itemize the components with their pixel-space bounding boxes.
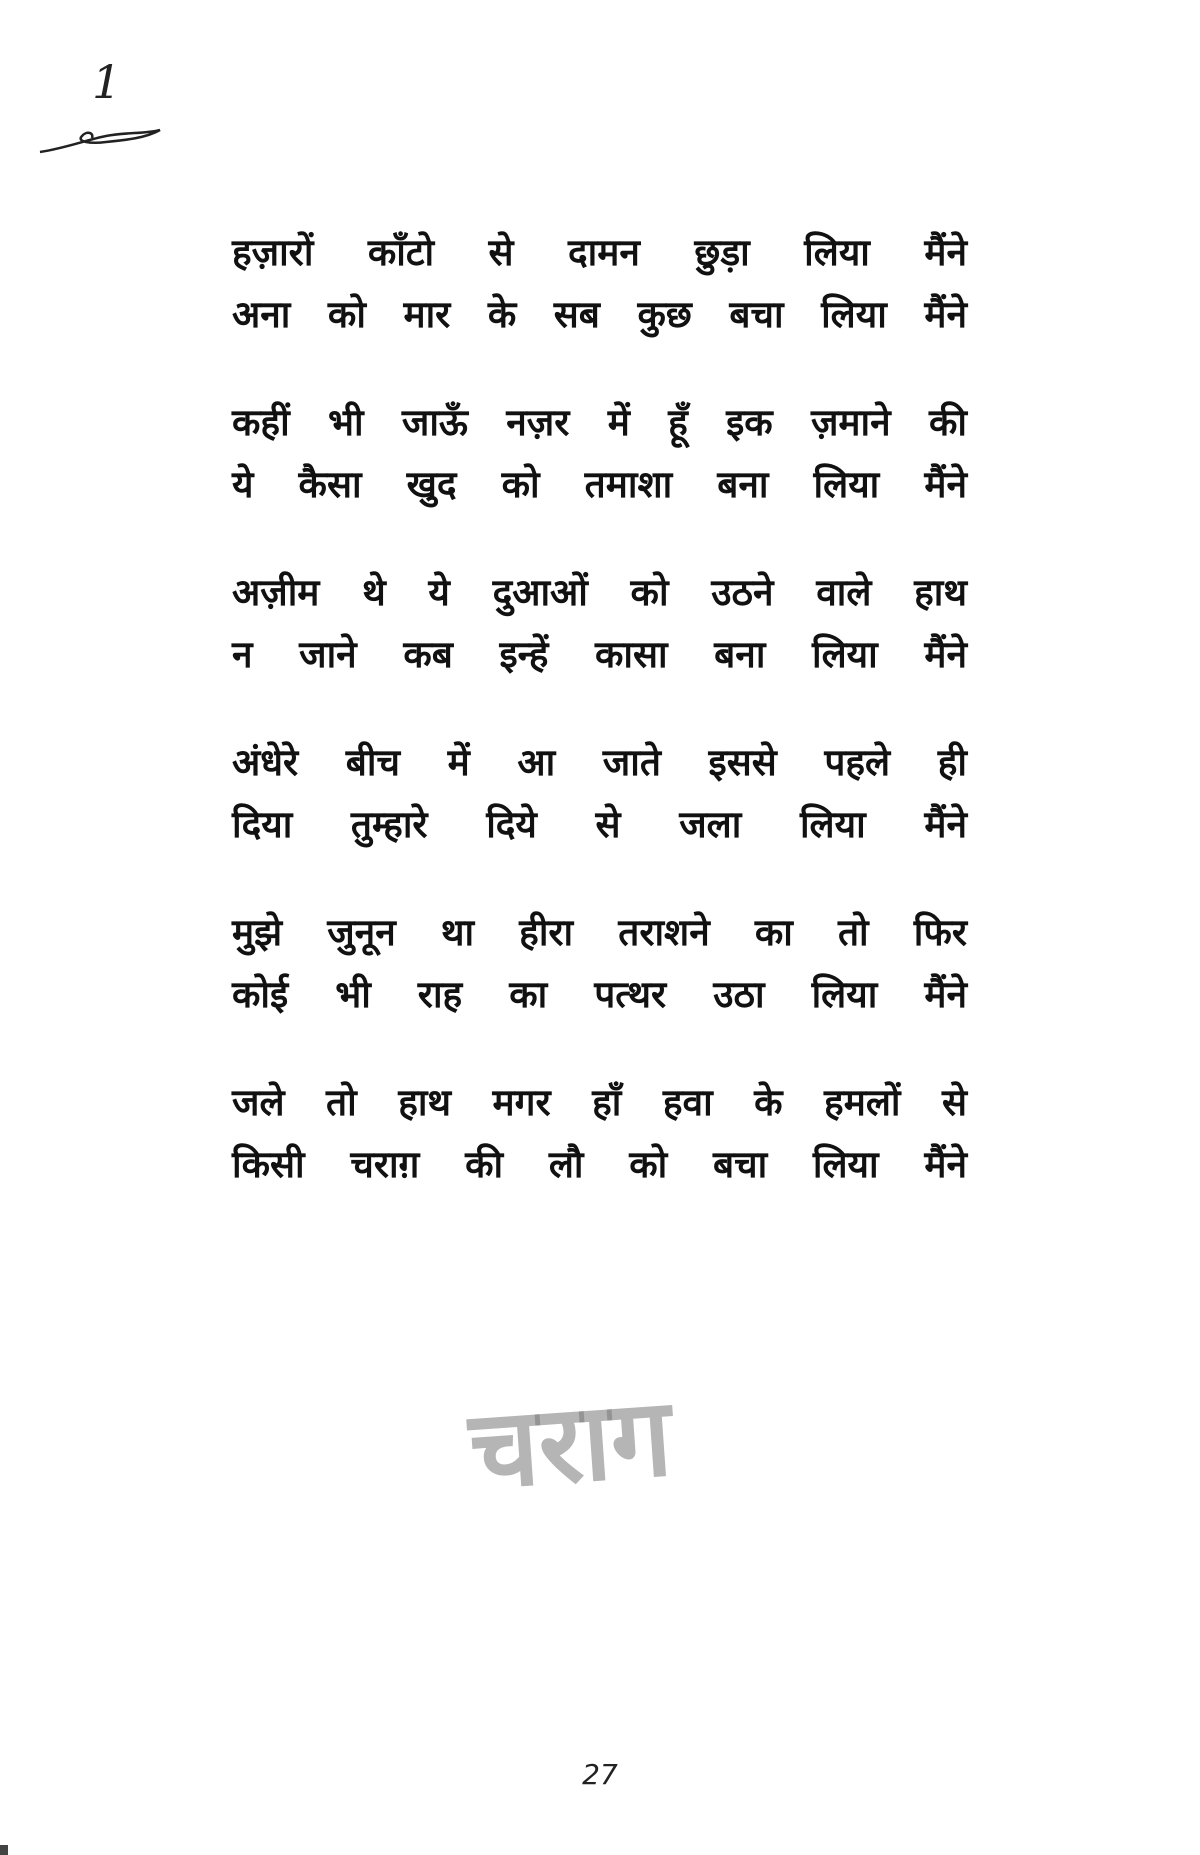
verse-line: अज़ीम थे ये दुआओं को उठने वाले हाथ	[232, 571, 967, 614]
ghazal-number: 1	[92, 55, 122, 109]
couplet-2	[232, 392, 967, 516]
couplet-3	[232, 562, 967, 686]
verse-line: कहीं भी जाऊँ नज़र में हूँ इक ज़माने की	[232, 401, 967, 444]
couplet-1	[232, 222, 967, 346]
page-edge-shadow	[0, 1845, 8, 1855]
verse-line: न जाने कब इन्हें कासा बना लिया मैंने	[232, 633, 967, 676]
verse-line: हज़ारों काँटो से दामन छुड़ा लिया मैंने	[232, 231, 967, 274]
ornament-swirl-icon	[36, 118, 166, 158]
verse-line: दिया तुम्हारे दिये से जला लिया मैंने	[232, 803, 967, 846]
verse-line: किसी चराग़ की लौ को बचा लिया मैंने	[232, 1143, 967, 1186]
verse-line: जले तो हाथ मगर हाँ हवा के हमलों से	[232, 1081, 967, 1124]
verse-line: मुझे जुनून था हीरा तराशने का तो फिर	[232, 911, 967, 954]
couplet-5	[232, 902, 967, 1026]
watermark: चराग	[465, 1375, 676, 1514]
verse-line: अना को मार के सब कुछ बचा लिया मैंने	[232, 293, 967, 336]
poem	[232, 222, 967, 1242]
verse-line: ये कैसा खुद को तमाशा बना लिया मैंने	[232, 463, 967, 506]
couplet-6	[232, 1072, 967, 1196]
page-number: 27	[582, 1758, 618, 1791]
couplet-4	[232, 732, 967, 856]
verse-line: अंधेरे बीच में आ जाते इससे पहले ही	[232, 741, 967, 784]
verse-line: कोई भी राह का पत्थर उठा लिया मैंने	[232, 973, 967, 1016]
